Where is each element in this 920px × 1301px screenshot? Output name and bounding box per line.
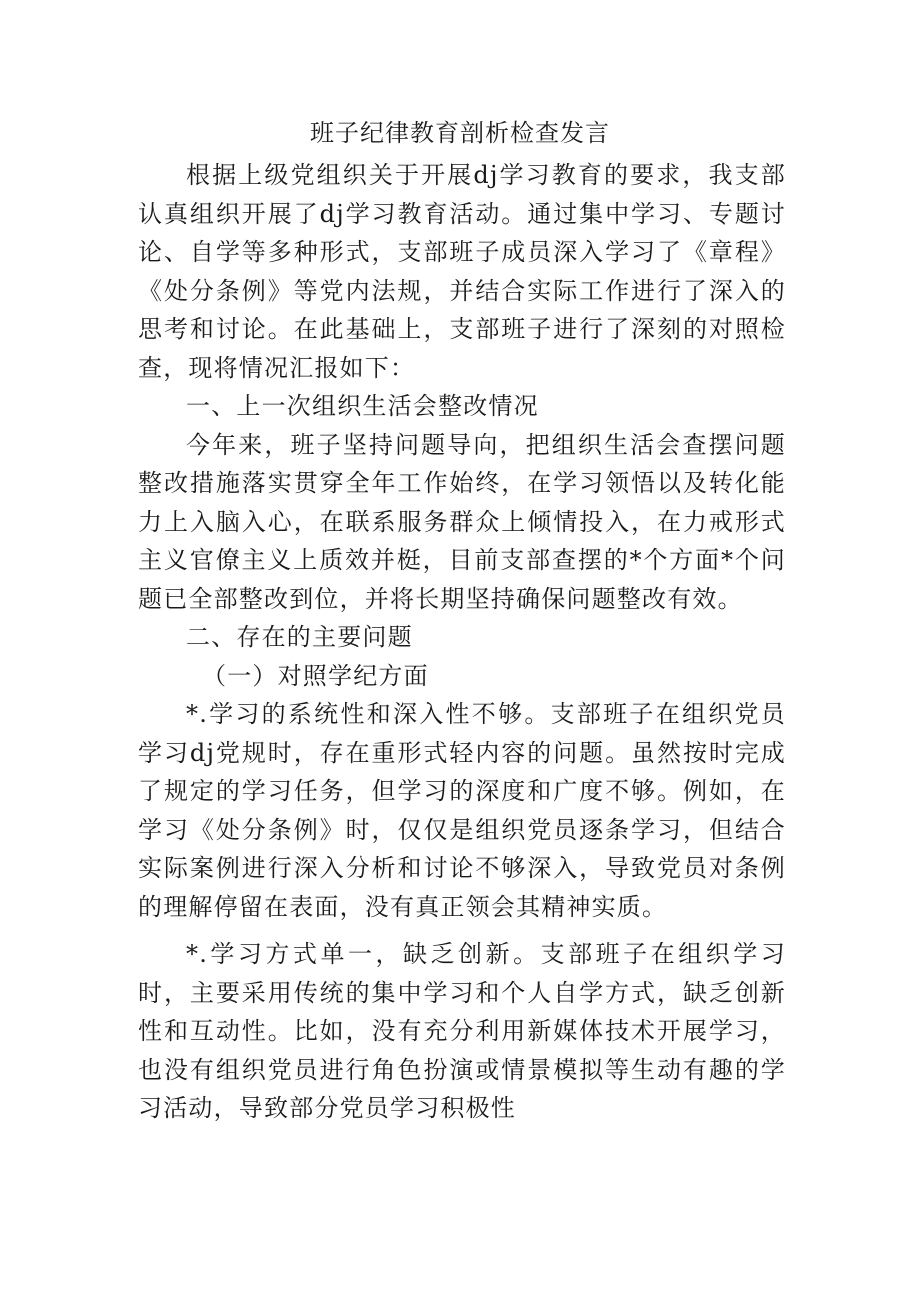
- section-2-subheading: （一）对照学纪方面: [202, 661, 429, 690]
- section-1-paragraph: 今年来，班子坚持问题导向，把组织生活会查摆问题整改措施落实贯穿全年工作始终，在学习领悟以及转化能力上入脑入心，在联系服务群众上倾情投入，在力戒形式主义官僚主义上质效并梃，目前支部查摆的*个方面*个问题已全部整改到位，并将长期坚持确保问题整改有效。: [138, 430, 786, 613]
- problem-item-1: *.学习的系统性和深入性不够。支部班子在组织党员学习dj党规时，存在重形式轻内容的问题。虽然按时完成了规定的学习任务，但学习的深度和广度不够。例如，在学习《处分条例》时，仅仅是组织党员逐条学习，但结合实际案例进行深入分析和讨论不够深入，导致党员对条例的理解停留在表面，没有真正领会其精神实质。: [138, 700, 786, 921]
- document-title: 班子纪律教育剖析检查发言: [310, 119, 610, 147]
- section-1-heading: 一、上一次组织生活会整改情况: [186, 392, 539, 420]
- problem-item-2: *.学习方式单一，缺乏创新。支部班子在组织学习时，主要采用传统的集中学习和个人自学方式，缺乏创新性和互动性。比如，没有充分利用新媒体技术开展学习，也没有组织党员进行角色扮演或情景模拟等生动有趣的学习活动，导致部分党员学习积极性: [138, 940, 786, 1122]
- section-2-heading: 二、存在的主要问题: [186, 623, 413, 651]
- document-body: [138, 156, 786, 1128]
- intro-paragraph: 根据上级党组织关于开展dj学习教育的要求，我支部认真组织开展了dj学习教育活动。通过集中学习、专题讨论、自学等多种形式，支部班子成员深入学习了《章程》《处分条例》等党内法规，并结合实际工作进行了深入的思考和讨论。在此基础上，支部班子进行了深刻的对照检查，现将情况汇报如下：: [138, 161, 786, 382]
